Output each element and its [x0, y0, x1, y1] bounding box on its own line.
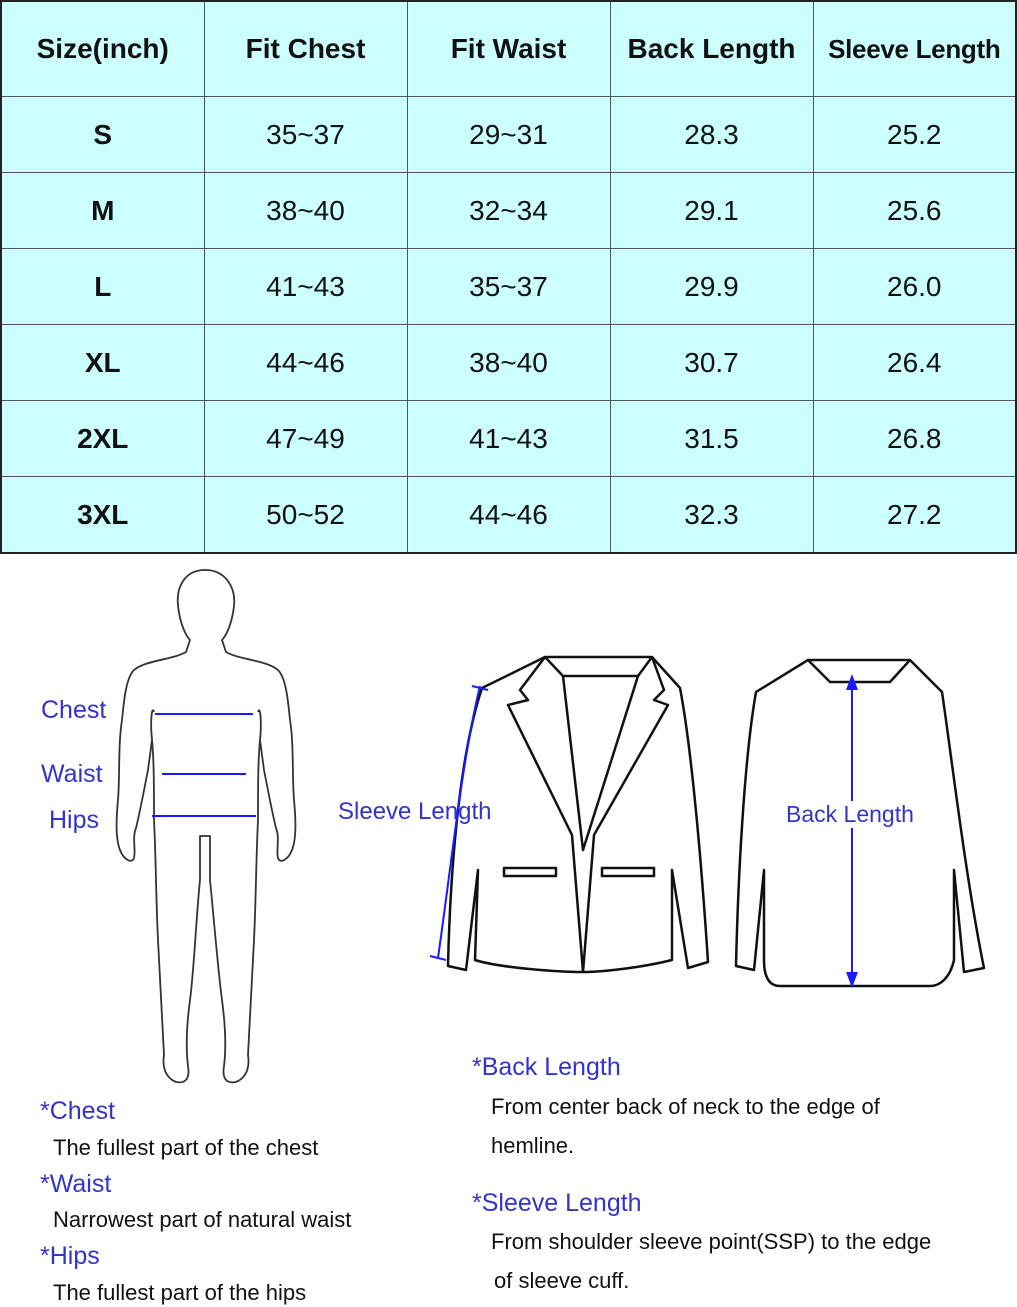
cell-back: 32.3 [610, 477, 813, 554]
cell-waist: 29~31 [407, 97, 610, 173]
def-chest-text: The fullest part of the chest [53, 1135, 319, 1160]
cell-sleeve: 25.6 [813, 173, 1016, 249]
def-chest-title: *Chest [40, 1097, 116, 1125]
cell-waist: 32~34 [407, 173, 610, 249]
cell-chest: 44~46 [204, 325, 407, 401]
cell-back: 29.1 [610, 173, 813, 249]
def-back-length-title: *Back Length [472, 1053, 621, 1081]
def-sleeve-length-line2: of sleeve cuff. [494, 1268, 630, 1293]
def-waist-title: *Waist [40, 1170, 112, 1198]
cell-sleeve: 27.2 [813, 477, 1016, 554]
cell-waist: 35~37 [407, 249, 610, 325]
cell-chest: 38~40 [204, 173, 407, 249]
cell-chest: 47~49 [204, 401, 407, 477]
cell-size: 2XL [1, 401, 204, 477]
def-back-length-line2: hemline. [491, 1133, 575, 1158]
cell-back: 29.9 [610, 249, 813, 325]
cell-chest: 41~43 [204, 249, 407, 325]
cell-waist: 38~40 [407, 325, 610, 401]
def-back-length-line1: From center back of neck to the edge of [491, 1094, 880, 1119]
cell-size: M [1, 173, 204, 249]
cell-chest: 50~52 [204, 477, 407, 554]
def-sleeve-length-title: *Sleeve Length [472, 1189, 642, 1217]
def-hips-title: *Hips [40, 1242, 100, 1270]
cell-sleeve: 26.4 [813, 325, 1016, 401]
cell-waist: 41~43 [407, 401, 610, 477]
def-sleeve-length-line1: From shoulder sleeve point(SSP) to the edge [491, 1229, 932, 1254]
cell-size: 3XL [1, 477, 204, 554]
back-length-label: Back Length [786, 801, 914, 827]
hips-label: Hips [49, 806, 100, 834]
body-measure-lines [152, 714, 256, 816]
cell-waist: 44~46 [407, 477, 610, 554]
header-fit-chest: Fit Chest [204, 1, 407, 97]
cell-back: 31.5 [610, 401, 813, 477]
cell-back: 28.3 [610, 97, 813, 173]
header-size: Size(inch) [1, 1, 204, 97]
header-back-length: Back Length [610, 1, 813, 97]
body-figure-icon [117, 570, 296, 1082]
back-measure-arrow [846, 674, 858, 988]
sleeve-length-label: Sleeve Length [338, 798, 492, 825]
cell-size: XL [1, 325, 204, 401]
header-fit-waist: Fit Waist [407, 1, 610, 97]
waist-label: Waist [41, 760, 103, 788]
cell-sleeve: 26.8 [813, 401, 1016, 477]
def-waist-text: Narrowest part of natural waist [53, 1207, 352, 1232]
cell-chest: 35~37 [204, 97, 407, 173]
cell-size: L [1, 249, 204, 325]
cell-sleeve: 26.0 [813, 249, 1016, 325]
cell-sleeve: 25.2 [813, 97, 1016, 173]
chest-label: Chest [41, 696, 107, 724]
header-sleeve-length: Sleeve Length [813, 1, 1016, 97]
cell-size: S [1, 97, 204, 173]
def-hips-text: The fullest part of the hips [53, 1280, 307, 1305]
cell-back: 30.7 [610, 325, 813, 401]
